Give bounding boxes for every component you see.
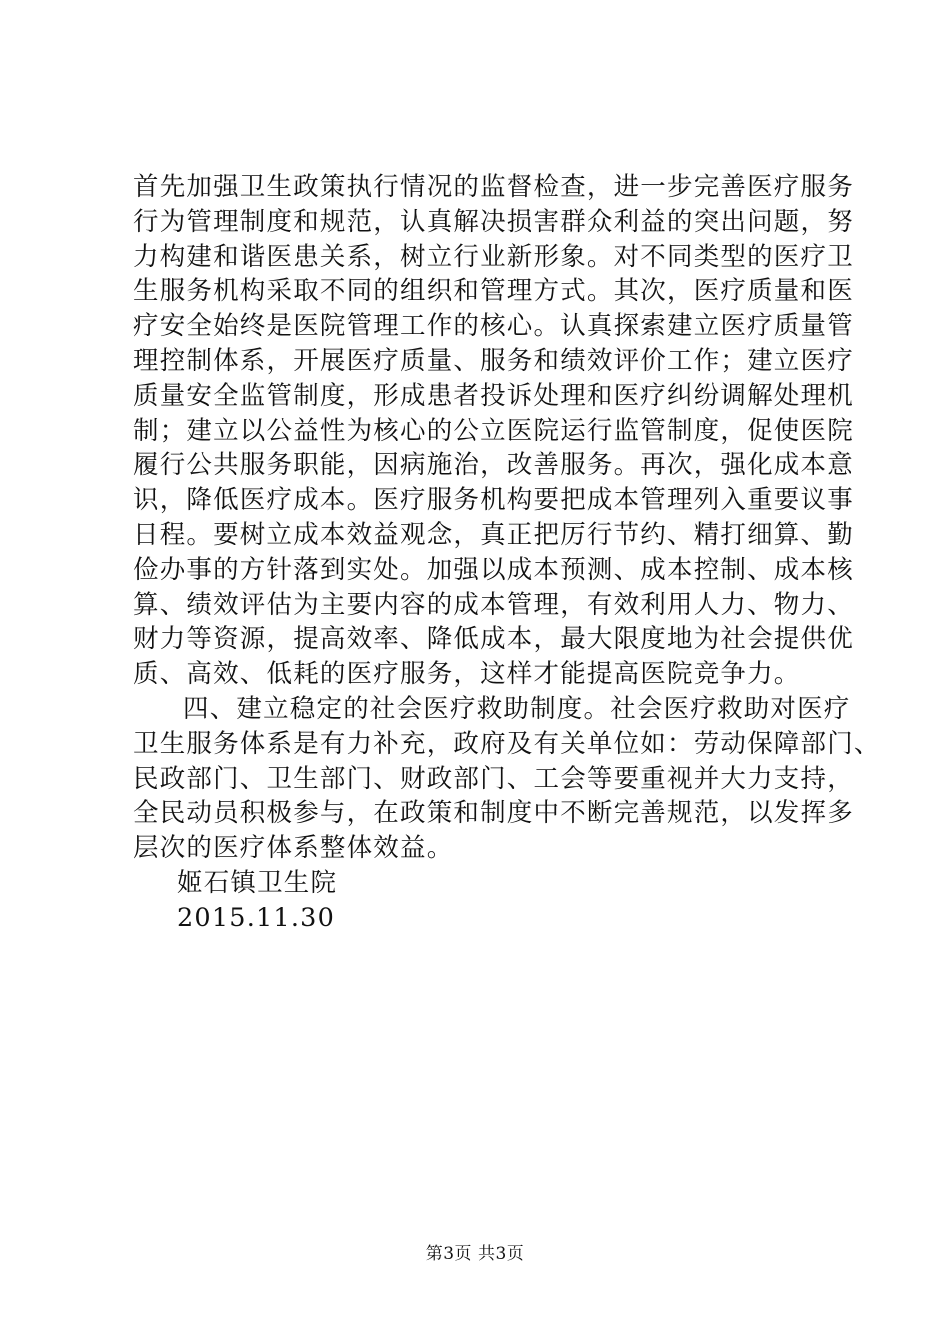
body-line: 卫生服务体系是有力补充，政府及有关单位如：劳动保障部门、 (133, 728, 881, 759)
body-line: 疗安全始终是医院管理工作的核心。认真探索建立医疗质量管 (133, 311, 854, 342)
document-body (133, 170, 881, 936)
signature-date: 2015.11.30 (177, 902, 336, 933)
body-line: 首先加强卫生政策执行情况的监督检查，进一步完善医疗服务 (133, 172, 854, 202)
body-line: 生服务机构采取不同的组织和管理方式。其次，医疗质量和医 (133, 276, 854, 307)
body-line: 日程。要树立成本效益观念，真正把厉行节约、精打细算、勤 (133, 519, 854, 550)
body-line: 制；建立以公益性为核心的公立医院运行监管制度，促使医院 (133, 415, 854, 446)
body-line: 财力等资源，提高效率、降低成本，最大限度地为社会提供优 (133, 624, 854, 655)
page-number: 第3页 共3页 (425, 1244, 525, 1264)
body-line: 质、高效、低耗的医疗服务，这样才能提高医院竞争力。 (133, 659, 801, 690)
body-line: 民政部门、卫生部门、财政部门、工会等要重视并大力支持， (133, 763, 854, 794)
body-line: 识，降低医疗成本。医疗服务机构要把成本管理列入重要议事 (133, 485, 854, 516)
body-line: 理控制体系，开展医疗质量、服务和绩效评价工作；建立医疗 (133, 345, 854, 376)
body-line: 质量安全监管制度，形成患者投诉处理和医疗纠纷调解处理机 (133, 380, 854, 411)
body-line: 算、绩效评估为主要内容的成本管理，有效利用人力、物力、 (133, 589, 854, 620)
signature-organization: 姬石镇卫生院 (177, 867, 338, 898)
body-line: 俭办事的方针落到实处。加强以成本预测、成本控制、成本核 (133, 554, 854, 585)
body-line: 行为管理制度和规范，认真解决损害群众利益的突出问题，努 (133, 206, 854, 237)
body-line: 力构建和谐医患关系，树立行业新形象。对不同类型的医疗卫 (133, 241, 854, 272)
body-line: 全民动员积极参与，在政策和制度中不断完善规范，以发挥多 (133, 798, 854, 829)
body-line: 履行公共服务职能，因病施治，改善服务。再次，强化成本意 (133, 450, 854, 481)
page-footer (0, 1243, 950, 1265)
section-four-heading-line: 四、建立稳定的社会医疗救助制度。社会医疗救助对医疗 (183, 693, 851, 724)
body-line: 层次的医疗体系整体效益。 (133, 833, 454, 864)
